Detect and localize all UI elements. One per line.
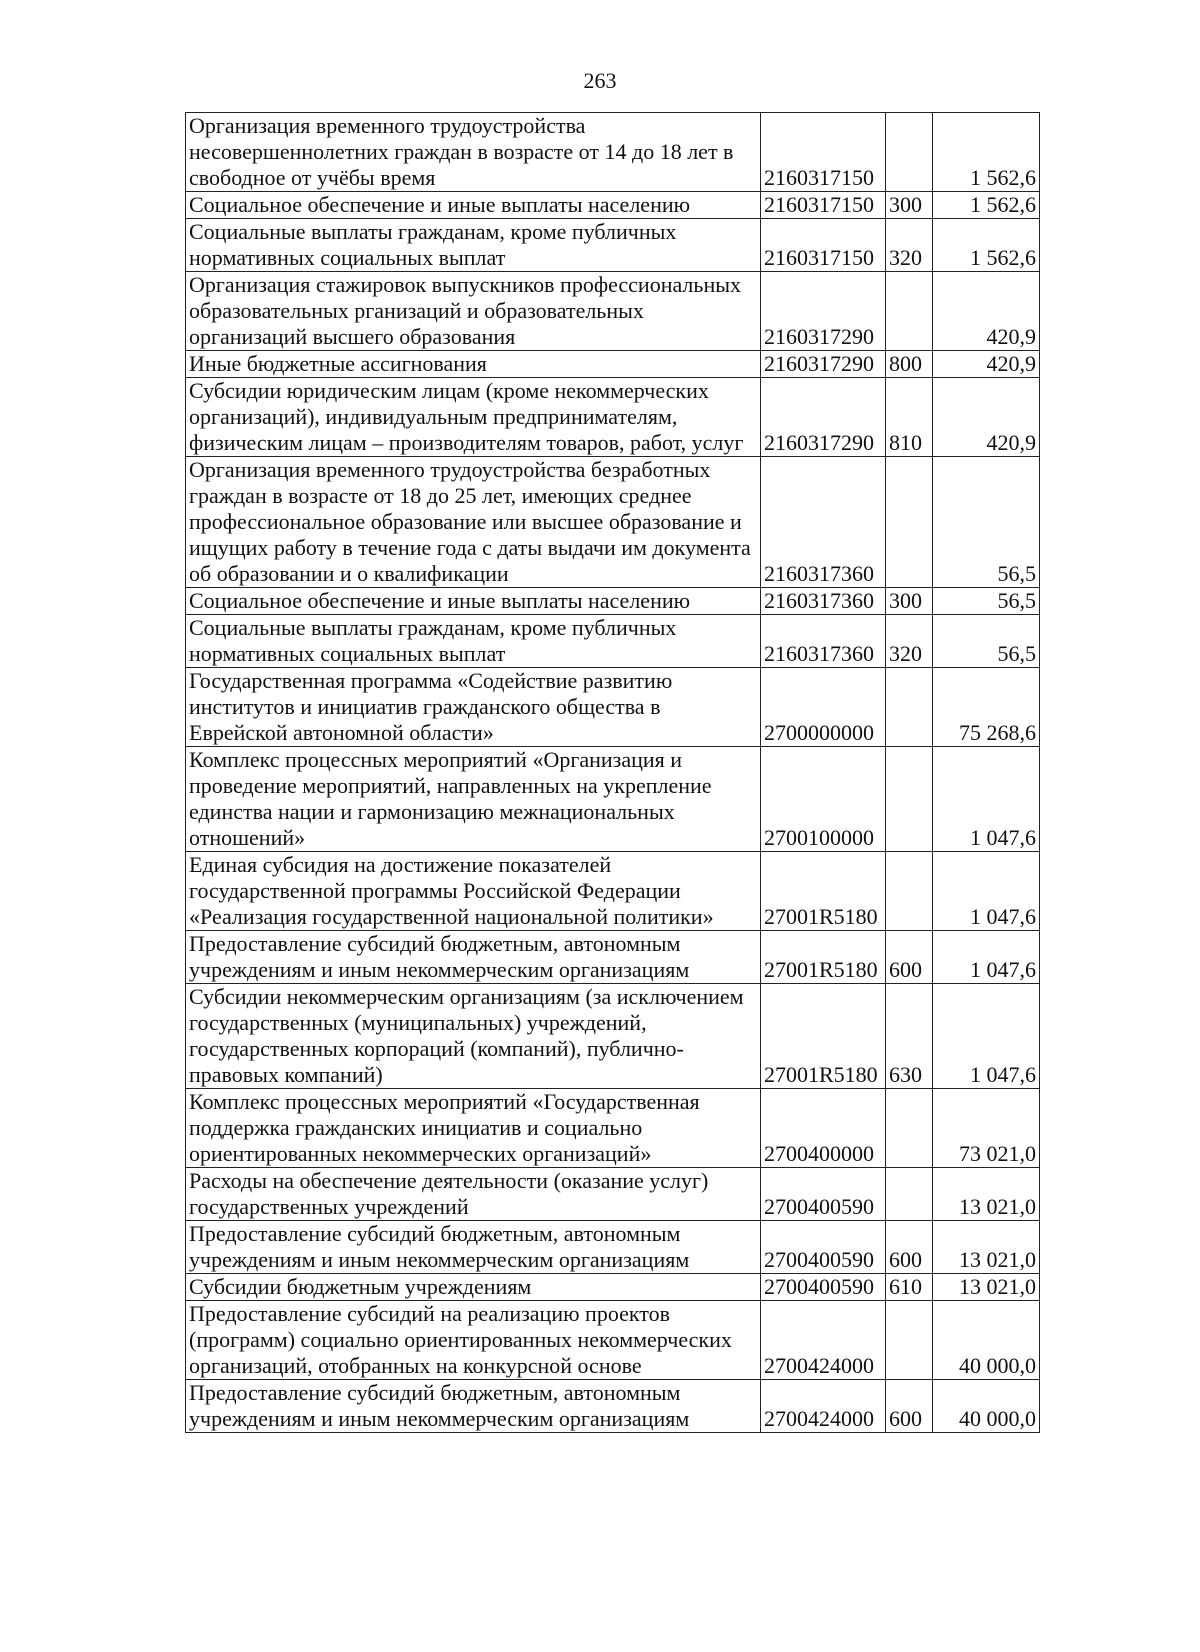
amount-cell: 1 562,6 (933, 192, 1040, 219)
amount-cell: 40 000,0 (933, 1301, 1040, 1380)
amount-cell: 40 000,0 (933, 1380, 1040, 1433)
expense-type-cell (886, 113, 933, 192)
expense-name-cell: Организация временного трудоустройства безработных граждан в возрасте от 18 до 25 лет, имеющих среднее профессиональное образование или высшее образование и ищущих работу в течение года с даты выдачи им документа об образовании и о квалификации (186, 457, 761, 588)
amount-cell: 56,5 (933, 615, 1040, 668)
expense-name-cell: Предоставление субсидий бюджетным, автономным учреждениям и иным некоммерческим организациям (186, 1221, 761, 1274)
expense-type-cell: 320 (886, 219, 933, 272)
expense-type-cell (886, 852, 933, 931)
table-row (186, 1301, 1040, 1380)
amount-cell: 420,9 (933, 272, 1040, 351)
expense-name-cell: Организация временного трудоустройства несовершеннолетних граждан в возрасте от 14 до 18 лет в свободное от учёбы время (186, 113, 761, 192)
amount-cell: 73 021,0 (933, 1089, 1040, 1168)
table-row (186, 984, 1040, 1089)
expense-type-cell (886, 747, 933, 852)
expense-type-cell: 300 (886, 588, 933, 615)
table-row (186, 852, 1040, 931)
expense-type-cell: 630 (886, 984, 933, 1089)
table-row (186, 615, 1040, 668)
table-row (186, 1089, 1040, 1168)
amount-cell: 420,9 (933, 351, 1040, 378)
table-row (186, 351, 1040, 378)
target-code-cell: 2160317150 (761, 113, 886, 192)
expense-name-cell: Организация стажировок выпускников профессиональных образовательных рганизаций и образовательных организаций высшего образования (186, 272, 761, 351)
expense-type-cell (886, 1301, 933, 1380)
target-code-cell: 27001R5180 (761, 852, 886, 931)
amount-cell: 1 562,6 (933, 219, 1040, 272)
table-row (186, 113, 1040, 192)
expense-name-cell: Предоставление субсидий бюджетным, автономным учреждениям и иным некоммерческим организациям (186, 931, 761, 984)
table-row (186, 1168, 1040, 1221)
expense-type-cell: 300 (886, 192, 933, 219)
page-number: 263 (583, 68, 617, 93)
amount-cell: 420,9 (933, 378, 1040, 457)
target-code-cell: 2700400000 (761, 1089, 886, 1168)
expense-name-cell: Субсидии юридическим лицам (кроме некоммерческих организаций), индивидуальным предпринимателям, физическим лицам – производителям товаров, работ, услуг (186, 378, 761, 457)
expense-type-cell (886, 1168, 933, 1221)
table-row (186, 1274, 1040, 1301)
target-code-cell: 2160317150 (761, 219, 886, 272)
target-code-cell: 2700400590 (761, 1221, 886, 1274)
amount-cell: 1 047,6 (933, 984, 1040, 1089)
expense-name-cell: Социальное обеспечение и иные выплаты населению (186, 192, 761, 219)
expense-name-cell: Комплекс процессных мероприятий «Организация и проведение мероприятий, направленных на укрепление единства нации и гармонизацию межнациональных отношений» (186, 747, 761, 852)
expense-name-cell: Единая субсидия на достижение показателей государственной программы Российской Федерации «Реализация государственной национальной политики» (186, 852, 761, 931)
target-code-cell: 2700400590 (761, 1168, 886, 1221)
amount-cell: 1 047,6 (933, 931, 1040, 984)
amount-cell: 75 268,6 (933, 668, 1040, 747)
amount-cell: 1 047,6 (933, 747, 1040, 852)
amount-cell: 13 021,0 (933, 1168, 1040, 1221)
table-row (186, 272, 1040, 351)
target-code-cell: 2700424000 (761, 1301, 886, 1380)
budget-table (185, 112, 1040, 1433)
table-row (186, 931, 1040, 984)
amount-cell: 13 021,0 (933, 1221, 1040, 1274)
target-code-cell: 2700100000 (761, 747, 886, 852)
expense-name-cell: Расходы на обеспечение деятельности (оказание услуг) государственных учреждений (186, 1168, 761, 1221)
table-row (186, 219, 1040, 272)
table-row (186, 457, 1040, 588)
amount-cell: 1 047,6 (933, 852, 1040, 931)
expense-name-cell: Социальное обеспечение и иные выплаты населению (186, 588, 761, 615)
target-code-cell: 2160317150 (761, 192, 886, 219)
expense-name-cell: Государственная программа «Содействие развитию институтов и инициатив гражданского общества в Еврейской автономной области» (186, 668, 761, 747)
expense-type-cell: 600 (886, 1380, 933, 1433)
expense-type-cell: 600 (886, 1221, 933, 1274)
expense-type-cell (886, 1089, 933, 1168)
expense-type-cell: 600 (886, 931, 933, 984)
amount-cell: 56,5 (933, 457, 1040, 588)
target-code-cell: 2160317360 (761, 615, 886, 668)
table-row (186, 747, 1040, 852)
table-row (186, 192, 1040, 219)
expense-type-cell (886, 272, 933, 351)
table-row (186, 1221, 1040, 1274)
target-code-cell: 2700424000 (761, 1380, 886, 1433)
expense-name-cell: Субсидии некоммерческим организациям (за исключением государственных (муниципальных) учреждений, государственных корпораций (компаний), публично-правовых компаний) (186, 984, 761, 1089)
target-code-cell: 2160317360 (761, 457, 886, 588)
amount-cell: 13 021,0 (933, 1274, 1040, 1301)
expense-type-cell (886, 668, 933, 747)
table-row (186, 1380, 1040, 1433)
expense-name-cell: Комплекс процессных мероприятий «Государственная поддержка гражданских инициатив и социально ориентированных некоммерческих организаций» (186, 1089, 761, 1168)
amount-cell: 1 562,6 (933, 113, 1040, 192)
expense-name-cell: Предоставление субсидий на реализацию проектов (программ) социально ориентированных некоммерческих организаций, отобранных на конкурсной основе (186, 1301, 761, 1380)
expense-type-cell: 800 (886, 351, 933, 378)
amount-cell: 56,5 (933, 588, 1040, 615)
table-body (186, 113, 1040, 1433)
target-code-cell: 27001R5180 (761, 984, 886, 1089)
expense-type-cell: 610 (886, 1274, 933, 1301)
expense-type-cell: 320 (886, 615, 933, 668)
expense-name-cell: Субсидии бюджетным учреждениям (186, 1274, 761, 1301)
expense-name-cell: Социальные выплаты гражданам, кроме публичных нормативных социальных выплат (186, 615, 761, 668)
expense-type-cell (886, 457, 933, 588)
expense-name-cell: Социальные выплаты гражданам, кроме публичных нормативных социальных выплат (186, 219, 761, 272)
expense-name-cell: Иные бюджетные ассигнования (186, 351, 761, 378)
target-code-cell: 2160317290 (761, 351, 886, 378)
expense-type-cell: 810 (886, 378, 933, 457)
table-row (186, 588, 1040, 615)
target-code-cell: 2160317290 (761, 272, 886, 351)
target-code-cell: 2160317360 (761, 588, 886, 615)
target-code-cell: 27001R5180 (761, 931, 886, 984)
table-row (186, 668, 1040, 747)
table-row (186, 378, 1040, 457)
target-code-cell: 2700400590 (761, 1274, 886, 1301)
expense-name-cell: Предоставление субсидий бюджетным, автономным учреждениям и иным некоммерческим организациям (186, 1380, 761, 1433)
target-code-cell: 2160317290 (761, 378, 886, 457)
target-code-cell: 2700000000 (761, 668, 886, 747)
